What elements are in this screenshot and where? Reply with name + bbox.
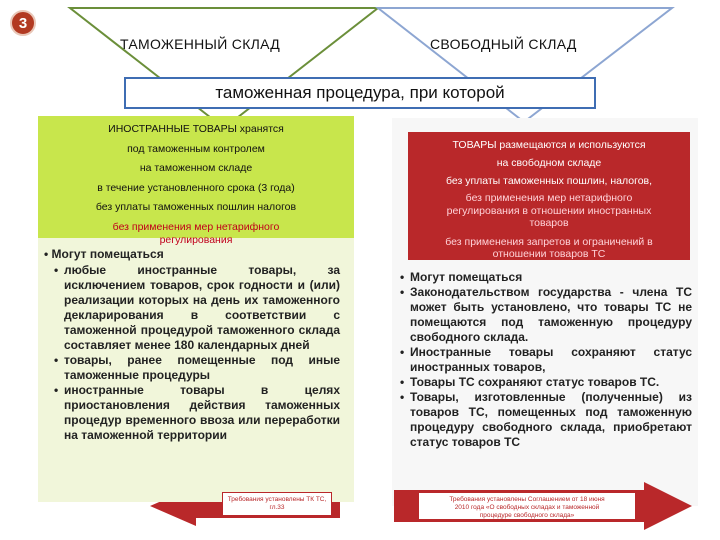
- right-definition-line: без уплаты таможенных пошлин, налогов,: [445, 175, 653, 187]
- procedure-banner: таможенная процедура, при которой: [124, 77, 596, 109]
- right-definition-pink-line: отношении товаров ТС: [492, 248, 606, 260]
- left-definition-red-line: без применения мер нетарифного: [112, 220, 280, 233]
- list-item-text: Товары ТС сохраняют статус товаров ТС.: [410, 375, 660, 389]
- slide-number-badge: 3: [10, 10, 36, 36]
- list-item-text: любые иностранные товары, за исключением товаров, срок годности и (или) реализации которых на день их таможенного декларирования в соответствии с таможенной процедурой таможенного склада составляет менее 180 календарных дней: [64, 263, 340, 352]
- customs-warehouse-title: ТАМОЖЕННЫЙ СКЛАД: [120, 36, 281, 52]
- left-definition-line: без уплаты таможенных пошлин налогов: [95, 201, 297, 213]
- left-definition-red-line: регулирования: [159, 233, 233, 246]
- right-definition-block: [408, 132, 690, 260]
- right-goods-list: [400, 270, 692, 450]
- note-line: Требования установлены ТК ТС,: [227, 496, 327, 503]
- free-warehouse-title: СВОБОДНЫЙ СКЛАД: [430, 36, 577, 52]
- left-definition-line: в течение установленного срока (3 года): [97, 181, 295, 194]
- list-item: • товары, ранее помещенные под иные таможенные процедуры: [54, 353, 340, 382]
- left-funnel: [70, 8, 378, 128]
- list-item: • Товары, изготовленные (полученные) из товаров ТС, помещенных под таможенную процедуру свободного склада, приобретают статус товаров ТС: [400, 390, 692, 449]
- left-definition-block: [38, 116, 354, 246]
- right-definition-line: на свободном складе: [496, 157, 602, 169]
- list-item: • любые иностранные товары, за исключением товаров, срок годности и (или) реализации которых на день их таможенного декларирования в соответствии с таможенной процедурой таможенного склада составляет менее 180 календарных дней: [54, 263, 340, 352]
- list-item-text: товары, ранее помещенные под иные таможенные процедуры: [64, 353, 340, 382]
- right-definition-pink-line: регулирования в отношении иностранных: [446, 204, 652, 217]
- list-item: • Иностранные товары сохраняют статус иностранных товаров,: [400, 345, 692, 374]
- note-line: 2010 года «О свободных складах и таможенной: [454, 504, 600, 511]
- list-item: • иностранные товары в целях приостановления действия таможенных процедур временного ввоза или переработки на таможенной территории: [54, 383, 340, 442]
- left-goods-list: [44, 247, 340, 443]
- list-item-text: иностранные товары в целях приостановления действия таможенных процедур временного ввоза или переработки на таможенной территории: [64, 383, 340, 442]
- note-line: Требования установлены Соглашением от 18 июня: [449, 496, 605, 503]
- right-definition-pink-line: без применения запретов и ограничений в: [445, 235, 653, 248]
- right-legal-note: [418, 492, 636, 520]
- right-definition-pink-line: товаров: [529, 217, 569, 229]
- left-definition-line: ИНОСТРАННЫЕ ТОВАРЫ хранятся: [108, 123, 284, 135]
- list-item-text: Товары, изготовленные (полученные) из товаров ТС, помещенных под таможенную процедуру свободного склада, приобретают статус товаров ТС: [410, 390, 692, 449]
- left-legal-note: [222, 492, 332, 516]
- list-item-text: Законодательством государства - члена ТС может быть установлено, что товары ТС не помещаются под таможенную процедуру свободного склада.: [410, 285, 692, 344]
- list-item-text: Могут помещаться: [410, 270, 523, 284]
- left-definition-line: под таможенным контролем: [127, 142, 265, 155]
- list-item: • Законодательством государства - члена ТС может быть установлено, что товары ТС не помещаются под таможенную процедуру свободного склада.: [400, 285, 692, 344]
- left-definition-line: на таможенном складе: [139, 162, 253, 174]
- right-definition-pink-line: без применения мер нетарифного: [465, 192, 633, 204]
- right-definition-line: ТОВАРЫ размещаются и используются: [452, 139, 646, 151]
- note-line: процедуре свободного склада»: [479, 512, 575, 519]
- list-item: • Могут помещаться: [400, 270, 692, 285]
- left-list-head: • Могут помещаться: [44, 247, 164, 261]
- list-item-text: Иностранные товары сохраняют статус иностранных товаров,: [410, 345, 692, 374]
- note-line: гл.33: [269, 504, 285, 511]
- list-item: • Товары ТС сохраняют статус товаров ТС.: [400, 375, 692, 390]
